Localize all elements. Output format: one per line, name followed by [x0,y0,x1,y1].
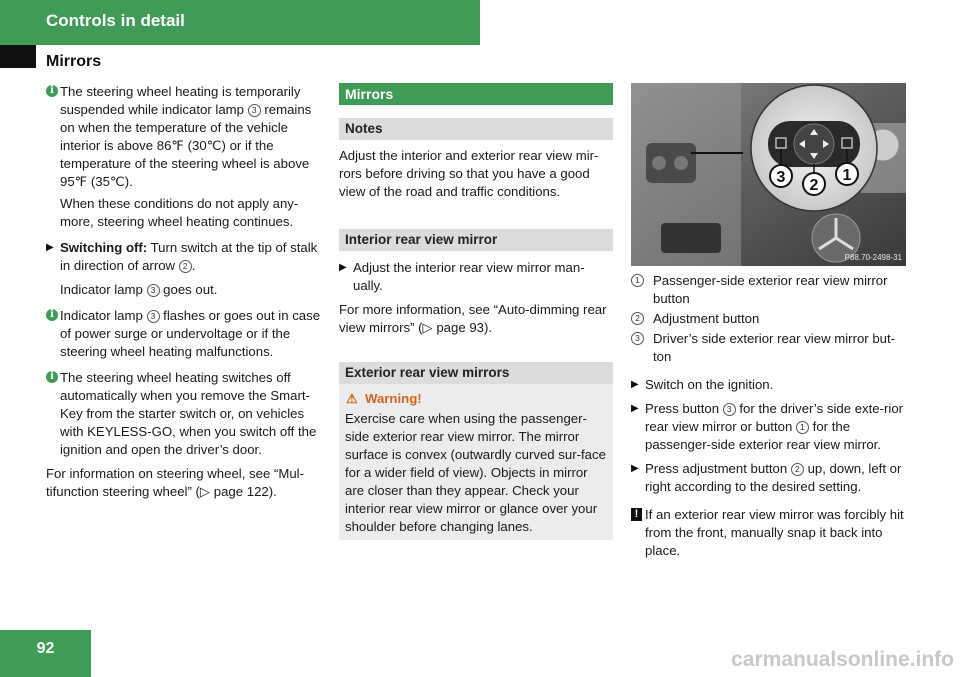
watermark: carmanualsonline.info [731,648,954,671]
notes-text: Adjust the interior and exterior rear view mir-rors before driving so that you have a good view of the road and traffic conditions. [339,148,599,199]
warning-box: ⚠ Warning! Exercise care when using the passenger-side exterior rear view mirror. The mirror surface is convex (outwardly curved sur-face for a wider field of view). Objects in mirror are closer than they appear. Check your interior rear view mirror or glance over your shoulder before changing lanes. [339,384,613,540]
step-adjust: ▶ Press adjustment button 2 up, down, left or right according to the desired setting. [631,461,902,494]
info-note-auto-off: i The steering wheel heating switches off automatically when you remove the Smart-Key from the starter switch or, on vehicles with KEYLESS-GO, when you switch off the ignition and open the driver’s door. [46,369,322,459]
callout-1: 1 [842,167,852,184]
callout-ref: 3 [147,310,160,323]
header-marker [0,45,36,68]
legend-item: 3 Driver’s side exterior rear view mirror but-ton [631,330,906,366]
subheading-interior-mirror: Interior rear view mirror [339,229,613,251]
page-title: Mirrors [46,53,102,70]
step-arrow-icon: ▶ [46,242,54,253]
info-icon: i [46,85,58,97]
callout-3: 3 [776,169,786,186]
info-note-flash: i Indicator lamp 3 flashes or goes out in case of power surge or undervoltage or if the steering wheel heating malfunctions. [46,307,322,361]
interior-more-info: For more information, see “Auto-dimming rear view mirrors” (▷ page 93). [339,302,607,335]
step-interior-adjust: ▶ Adjust the interior rear view mirror man-ually. [339,260,585,293]
column-left [46,83,322,507]
step-switch-off: ▶ Switching off: Turn switch at the tip of stalk in direction of arrow 2 . Indicator lamp 3 goes out. [46,240,318,297]
callout-ref: 2 [179,260,192,273]
mirror-controls-photo [631,83,906,266]
step-arrow-icon: ▶ [339,262,347,273]
step-arrow-icon: ▶ [631,463,639,474]
step-press-button: ▶ Press button 3 for the driver’s side exte-rior rear view mirror or button 1 for the passenger-side exterior rear view mirror. [631,401,904,452]
legend-item: 2 Adjustment button [631,310,906,328]
callout-ref: 3 [723,403,736,416]
legend-item: 1 Passenger-side exterior rear view mirror button [631,272,906,308]
info-icon: i [46,371,58,383]
column-right [631,83,906,566]
callout-ref: 3 [147,284,160,297]
callout-ref: 2 [791,463,804,476]
more-info-text: For information on steering wheel, see “Mul-tifunction steering wheel” (▷ page 122). [46,466,304,499]
step-arrow-icon: ▶ [631,379,639,390]
column-middle [339,83,613,540]
subheading-notes: Notes [339,118,613,140]
warning-text: Exercise care when using the passenger-side exterior rear view mirror. The mirror surface is convex (outwardly curved sur-face for a wider field of view). Objects in mirror are closer than they appear. Check your interior rear view mirror or glance over your shoulder before changing lanes. [345,411,606,534]
info-note-heating: i The steering wheel heating is temporarily suspended while indicator lamp 3 remains on when the temperature of the vehicle interior is above 86℉ (30℃) or if the temperature of the steering wheel is above 95℉ (35℃). When these conditions do not apply any-more, steering wheel heating continues. [46,83,322,231]
callout-2: 2 [809,177,819,194]
step-arrow-icon: ▶ [631,403,639,414]
page-number: 92 [36,640,55,657]
caution-note: ! If an exterior rear view mirror was forcibly hit from the front, manually snap it back into place. [631,506,906,560]
callout-ref: 1 [796,421,809,434]
section-heading-mirrors: Mirrors [339,83,613,105]
callout-ref: 3 [248,104,261,117]
info-icon: i [46,309,58,321]
exclamation-icon: ! [631,508,642,521]
step-ignition: ▶ Switch on the ignition. [631,377,774,392]
section-title: Controls in detail [46,11,185,30]
photo-code: P88.70-2498-31 [844,253,902,262]
subheading-exterior-mirrors: Exterior rear view mirrors [339,362,613,384]
warning-icon: ⚠ [346,391,358,406]
